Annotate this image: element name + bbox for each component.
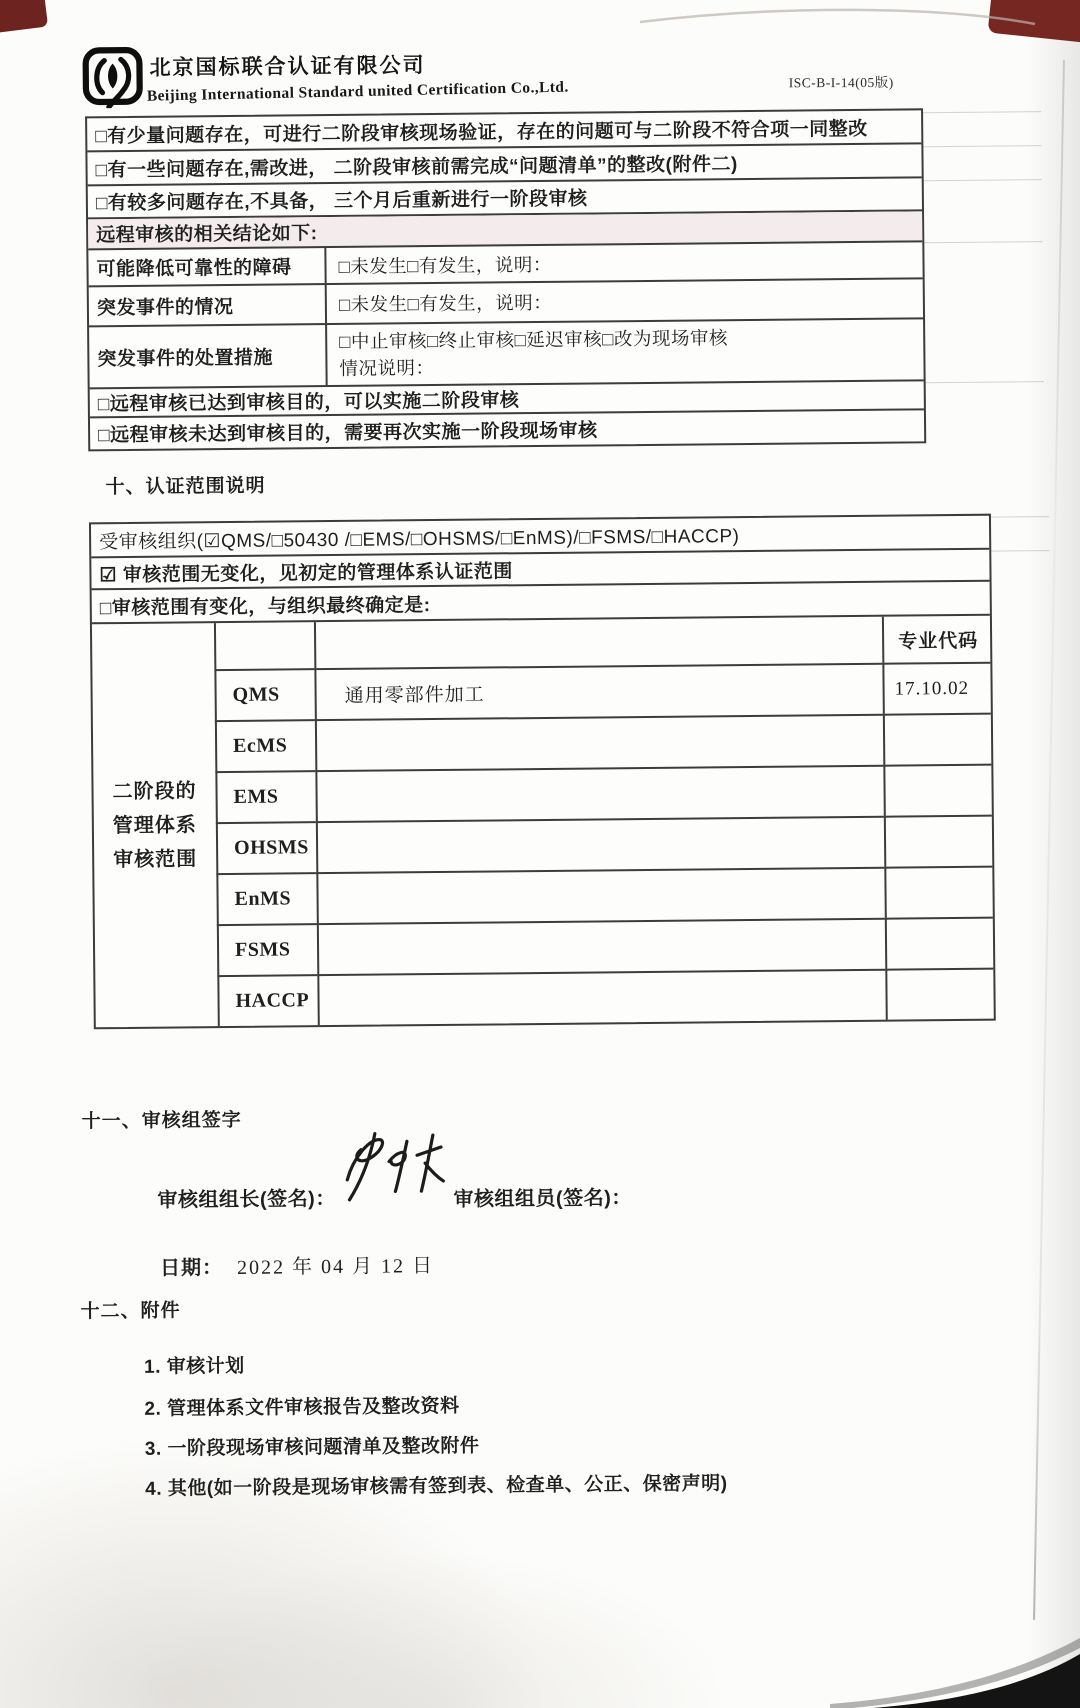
scan-artifact-line	[991, 550, 1049, 552]
date-label: 日期：	[160, 1257, 224, 1280]
scope-changed-row: □审核范围有变化，与组织最终确定是:	[92, 582, 990, 625]
scan-artifact-line	[926, 381, 1044, 383]
scan-shadow-arc	[0, 1618, 1080, 1708]
certification-scope-table	[89, 514, 996, 1030]
stage2-scope-grid	[92, 616, 994, 1028]
remote-conclusion-header-row: 远程审核的相关结论如下:	[88, 211, 922, 250]
row-value: □未发生□有发生，说明：	[338, 253, 552, 277]
system-cell: HACCP	[217, 974, 317, 1026]
attachment-item: 3. 一阶段现场审核问题清单及整改附件	[144, 1435, 480, 1460]
scope-cell	[315, 765, 883, 821]
remote-result-row: □远程审核未达到审核目的，需要再次实施一阶段现场审核	[98, 420, 598, 447]
leader-signature-label: 审核组组长(签名)：	[157, 1187, 336, 1212]
code-cell	[885, 968, 993, 1020]
scope-unchanged-row: ☑ 审核范围无变化，见初定的管理体系认证范围	[91, 550, 989, 591]
scan-artifact-line	[991, 516, 1049, 518]
system-cell: FSMS	[217, 923, 317, 975]
code-cell	[883, 713, 991, 765]
member-signature-label: 审核组组员(签名)：	[453, 1187, 632, 1211]
system-cell: EnMS	[216, 872, 316, 924]
attachment-item: 1. 审核计划	[143, 1355, 245, 1378]
code-cell	[883, 764, 991, 816]
code-cell	[885, 917, 993, 969]
date-value: 2022 年 04 月 12 日	[237, 1255, 435, 1279]
section12-title: 十二、附件	[80, 1300, 181, 1323]
scope-cell	[316, 816, 884, 872]
empty-cell	[214, 622, 314, 669]
system-cell: OHSMS	[216, 821, 316, 873]
form-code: ISC-B-I-14(05版)	[788, 74, 894, 91]
remote-result-row: □远程审核已达到审核目的，可以实施二阶段审核	[90, 381, 924, 418]
attachment-item: 2. 管理体系文件审核报告及整改资料	[144, 1395, 460, 1420]
audited-org-row: 受审核组织(☑QMS/□50430 /□EMS/□OHSMS/□EnMS)/□FSMS/□HACCP)	[91, 516, 989, 559]
row-value: □未发生□有发生，说明：	[338, 291, 553, 315]
row-value-line: □中止审核□终止审核□延迟审核□改为现场审核	[339, 327, 729, 352]
conclusion-option-row: □有较多问题存在,不具备， 三个月后重新进行一阶段审核	[88, 178, 922, 219]
code-column-header: 专业代码	[882, 616, 990, 663]
company-name-cn: 北京国标联合认证有限公司	[149, 53, 426, 80]
stage1-conclusion-table	[85, 108, 926, 451]
system-cell: EMS	[215, 770, 315, 822]
scan-artifact-line	[924, 241, 1042, 243]
empty-cell	[314, 617, 882, 668]
scope-cell: 通用零部件加工	[314, 663, 882, 719]
audit-date-row	[160, 1249, 434, 1281]
code-cell	[884, 866, 992, 918]
row-value	[327, 319, 924, 385]
scan-artifact-line	[924, 179, 1042, 181]
row-value-line: 情况说明：	[339, 357, 435, 379]
row-label: 突发事件的处置措施	[89, 325, 328, 387]
scan-artifact-line	[923, 111, 1041, 113]
scope-cell	[317, 918, 885, 974]
remote-audit-row	[89, 319, 924, 389]
conclusion-option-row: □有一些问题存在,需改进， 二阶段审核前需完成“问题清单”的整改(附件二)	[87, 144, 921, 186]
leader-signature	[323, 1125, 464, 1219]
scope-row-header: 二阶段的管理体系审核范围	[112, 779, 198, 871]
scan-artifact-line	[923, 145, 1041, 147]
section10-title: 十、认证范围说明	[105, 475, 266, 499]
scope-cell	[316, 867, 884, 923]
company-name-en: Beijing International Standard united Certification Co.,Ltd.	[146, 78, 569, 105]
scope-cell	[315, 714, 883, 770]
conclusion-option-row: □有少量问题存在，可进行二阶段审核现场验证，存在的问题可与二阶段不符合项一同整改	[87, 110, 921, 152]
scope-cell	[317, 969, 885, 1025]
code-cell: 17.10.02	[882, 662, 990, 714]
row-label: 突发事件的情况	[89, 285, 327, 325]
attachment-item: 4. 其他(如一阶段是现场审核需有签到表、检查单、公正、保密声明)	[145, 1473, 728, 1500]
code-cell	[884, 815, 992, 867]
system-cell: QMS	[214, 668, 314, 720]
system-cell: EcMS	[215, 719, 315, 771]
company-logo-icon	[80, 46, 145, 109]
section11-title: 十一、审核组签字	[81, 1109, 242, 1133]
row-label: 可能降低可靠性的障碍	[88, 248, 326, 285]
